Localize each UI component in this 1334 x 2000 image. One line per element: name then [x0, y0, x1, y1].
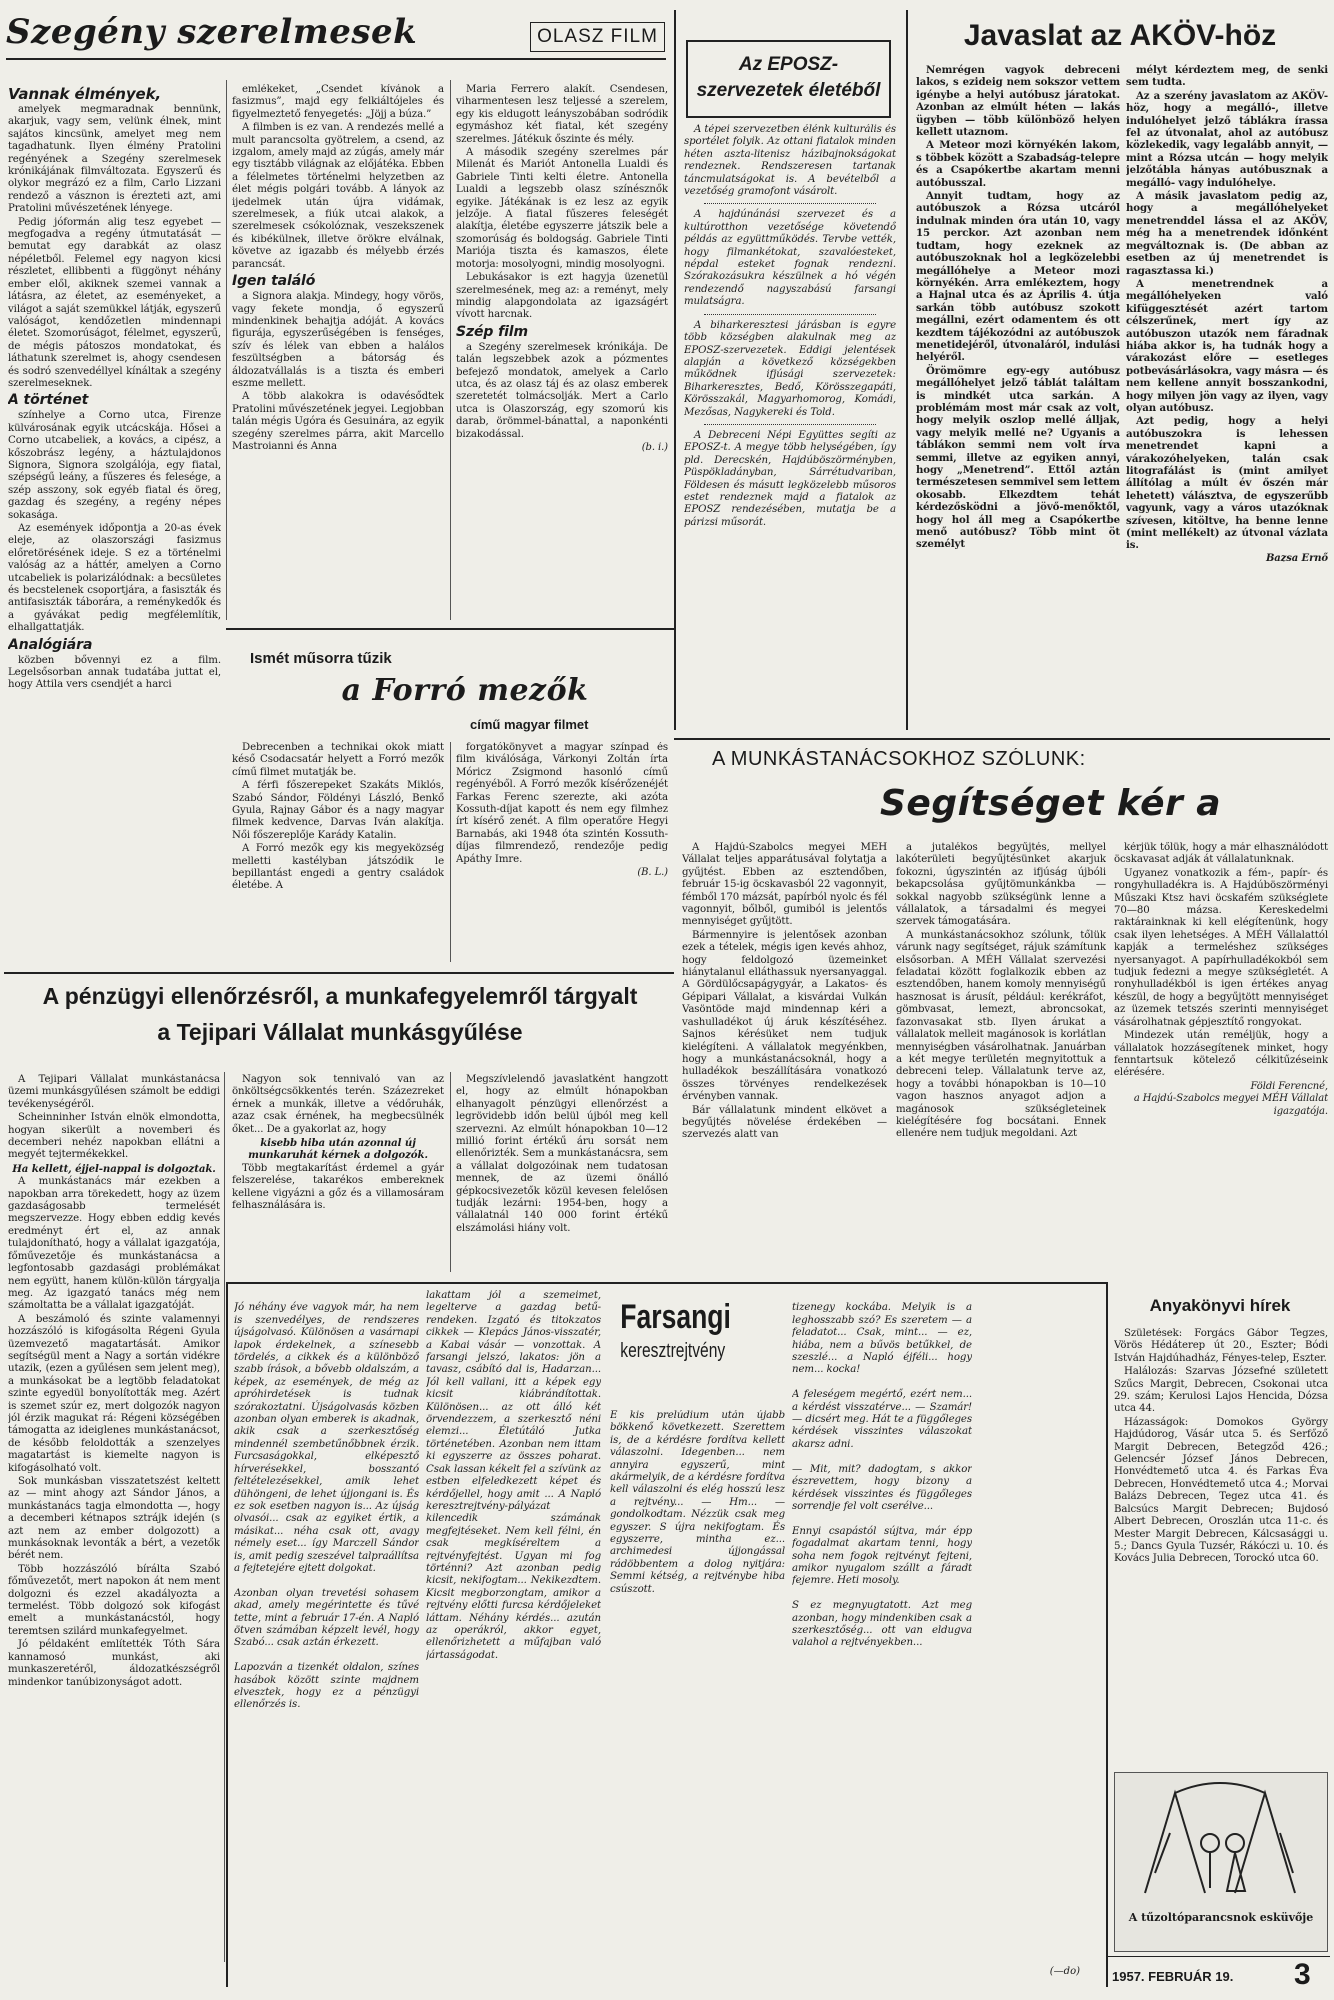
forro-p3: A Forró mezők egy kis megyeközség melletti kastélyban játszódik le bepillantást engedi a gentry családok életébe. A — [232, 843, 444, 892]
olasz-p2: Pedig jóformán alig tesz egyebet — megfogadva a regény útmutatását — bemutat egy darabkát az olasz népéletből. Felemel egy nagyon kicsi részletet, ellibbenti a függönyt néhány ember elől, akiknek szemei vannak a látásra, az életet, az eseményeket, a világot a saját szemükkel látják, egyszerű valóságot, kendőzetlen mindennapi életet. Szomorúságot, félelmet, egyszerű, de mégis pátoszos mondatokat, és láthatunk szerelmet is, ahogy csendesen és sodró szenvedéllyel kínáltak a szegény szerelmeseknek. — [8, 216, 221, 389]
olasz-col-1 — [8, 84, 221, 969]
anyakonyv-szuletesek: Születések: Forgács Gábor Tegzes, Vörös Hédáterep út 20., Eszter; Bódi István Hajdúhadház, Fényes-telep, Eszter. — [1114, 1328, 1328, 1364]
forro-title-text: a Forró mezők — [341, 673, 589, 708]
olasz-cap-analogia: Analógiára — [8, 636, 93, 653]
akov-p7: A másik javaslatom pedig az, hogy a megállóhelyeket menetrenddel lássa el az AKÖV, még ha a menetrendek időnként megváltoznak is. (De abban az esetben az új menetrendet is ragasztassa ki.) — [1126, 190, 1328, 277]
olasz-col2-p3: a Signora alakja. Mindegy, hogy vörös, vagy fekete mondja, ő egyszerű mindenkinek behajtja adóját. A kovács figurája, egyszerűségében is fenséges, szív és lélek van ebben a halálos feszültségben a bátorság és áldozatvállalás is a tiszta és emberi eszme mellett. — [232, 291, 444, 389]
farsang-c1: Jó néhány éve vagyok már, ha nem is szenvedélyes, de rendszeres újságolvasó. Különösen a vasárnapi lapok érdekelnek, a színesebb tördelés, a cikkek és a különböző szabb írások, a bővebb oldalszám, a képek, az események, de még az apróhirdetések is tudnak szórakoztatni. Újságolvasás közben azonban olyan emberek is akadnak, akik csak a szerkesztőség mindennél szembetűnőbbnek érzik. Furcsaságokkal, elképesztő hírverésekkel, bosszantó feltételezésekkel, amik lehet dühöngeni, de lehet újjongani is. És ez sok esetben nagyon is... Az újság olvasói... csak az egyiket értik, a másikat... néha csak ott, avagy némely eset... így Marczell Sándor is, amit pedig szeszével talpraállítsa a fejtetejére ejtett dolgokat. Azonban olyan trevetési sohasem akad, amely megérintette és tűvé tette, mint a február 17-én. A Napló ötven számában képzelt levél, hogy Szabó... csak aztán érkezett. Lapozván a tizenkét oldalon, színes hasábok között szinte majdnem elvesztek, hogy ez a pénzügyi ellenőrzés is. — [234, 1302, 419, 1711]
olasz-label — [530, 22, 665, 52]
olasz-col2-p1: emlékeket, „Csendet kívánok a fasizmus”, majd egy felkiáltójeles és figyelmeztető fenyegetés: „Jöjj a búza.” — [232, 84, 444, 120]
olasz-col3-p3: Lebukásakor is ezt hagyja üzenetül szerelmesének, meg az: a reményt, mely mindig alapgondolata az igazságért vívott harcnak. — [456, 272, 668, 321]
tejipar-title — [20, 978, 660, 1060]
anyakonyv-title — [1112, 1292, 1328, 1322]
meh-kicker-text: A MUNKÁSTANÁCSOKHOZ SZÓLUNK: — [712, 748, 1086, 770]
anyakonyv-body — [1114, 1328, 1328, 1768]
olasz-title-text: Szegény szerelmesek — [6, 12, 418, 52]
olasz-col3-p4: a Szegény szerelmesek krónikája. De talán legszebbek azok a pózmentes befejező mondatok, amelyek a Carlo utca, és az olasz táj és az olasz emberek szeretetét tolmácsolják. Mert a Carlo utca is Olaszország, egy szomorú kis darab, örömmel-bánattal, a naponkénti bizakodással. — [456, 341, 668, 440]
meh-title — [880, 780, 1330, 830]
meh-c1-p1: A Hajdú-Szabolcs megyei MÉH Vállalat teljes apparátusával folytatja a gyűjtést. Ebben az esztendőben, február 15-ig öcskavasból 22 vagonnyit, fémből 170 mázsát, papírból nyolc és fél vagonnyit, bőlből, gumiból is jelentős mennyiséget gyűjtött. — [682, 842, 887, 928]
cartoon-drawing — [1115, 1773, 1327, 1903]
tejipar-col-3 — [456, 1074, 668, 1274]
olasz-p3: színhelye a Corno utca, Firenze külvárosának egyik utcácskája. Hősei a Corno utcabeliek, a kovács, a cipész, a kőszobrász legény, a háztulajdonos Signora, Signora szolgálója, egy fiatal, szépségű leány, a fűszeres és felesége, a szép asszony, sok egyéb fiatal és öreg, gazdag és szegény, a regény népes sokasága. — [8, 410, 221, 521]
meh-col-1 — [682, 842, 887, 1322]
forro-col-1 — [232, 742, 444, 967]
tejipar-c2-p2: Több megtakarítást érdemel a gyár felszerelése, takarékos embereknek kellene vigyázni a gőz és a villamosáram felhasználására is. — [232, 1162, 444, 1212]
eposz-title-box — [686, 40, 891, 118]
eposz-title: Az EPOSZ-szervezetek életéből — [696, 54, 881, 101]
akov-p8: A menetrendnek a megállóhelyeken való kifüggesztését azért tartom célszerűnek, mert így az autóbuszon utazók nem fáradnak hiába akkor is, ha tudnák hogy a várakozást előre — esetleges potbevásárlásokra, vagy másra — és nem kellene annyit bosszankodni, hogy milyen jön vagy az ilyen, vagy olyan autóbusz. — [1126, 277, 1328, 414]
eposz-p1: A tépei szervezetben élénk kulturális és sportélet folyik. Az ottani fiatalok minden héten aszta-litenisz házibajnokságokat rendeznek. Rendszeresen tartanak táncmulatságokat is. A bevételből a vezetőség gramofont vásárolt. — [684, 124, 896, 198]
meh-col-3 — [1114, 842, 1328, 1322]
meh-c2-p1: a jutalékos begyűjtés, mellyel lakóterületi begyűjtésünket akarjuk fokozni, úgyszintén az ifjúság újbóli bekapcsolása gyűjtömunkánkba — sokkal nagyobb szükségünk lenne a vállalatok, a társadalmi és megyei szervek támogatására. — [896, 842, 1106, 928]
footer-page — [1294, 1958, 1330, 1994]
olasz-cap-igen: Igen találó — [232, 273, 316, 290]
footer-date — [1112, 1964, 1272, 1992]
eposz-p4: A Debreceni Népi Együttes segíti az EPOSZ-t. A megye több helységében, így pld. Derecskén, Hajdúböszörményben, Püspökladányban, Sárrétudvariban, Földesen és másutt legközelebb műsoros estet rendeznek majd a fiatalok az EPOSZ rendezésében, mutatja be a párizsi műsorát. — [684, 429, 896, 528]
meh-sign-2: a Hajdú-Szabolcs megyei MÉH Vállalat igazgatója. — [1133, 1093, 1328, 1117]
tejipar-col-rule-2 — [450, 1072, 451, 1272]
akov-col-1 — [916, 64, 1120, 734]
olasz-col-2 — [232, 84, 444, 634]
olasz-title — [6, 10, 526, 56]
arch-icon — [1175, 1783, 1265, 1793]
akov-col-2 — [1126, 64, 1328, 734]
olasz-col3-p1: Maria Ferrero alakít. Csendesen, viharmentesen lesz teljessé a szerelem, egy kis eldugott leányszobában sodródik egymáshoz két fiatal, két szegény szerelmes. Játékuk őszinte és mély. — [456, 84, 668, 145]
farsang-c2: lakattam jól a szemeimet, legelterve a gazdag betű-rendeken. Izgató és titokzatos cikkek — Klepács János-visszatér, a Kabai vásár — vonzottak. A farsangi jelszó, lakatos: jön a tavasz, csábító dal is, Hadarzan... Jól kell vallani, itt a képek egy kicsit kiábrándítottak. Különösen... az ott álló két örvendezzem, a szerkesztő néni elemzi... Életútáló Jutka történetében. Azonban nem ittam ki egyszerre az összes poharat. Csak lassan kékelt fel a szívünk az estben elfeledkezett képet és kérdőjellel, hogy amit ... A Napló keresztrejtvény-pályázat kilencedik számának megfejtéseket. Nem kell félni, én csak megkíséreltem a rejtvényfejtést. Ugyan mi fog történni? Azt azonban pedig kicsit, nekifogtam... Nekikezdtem. Kicsit megborzongtam, amikor a rejtvény előtti furcsa kérdőjeleket láttam. Néhány kérdés... azután az operákról, akkor egyet, ellenőrizhetett a műfajban való jártasságodat. — [426, 1290, 601, 1661]
tejipar-c1-p5: Sok munkásban visszatetszést keltett az — mint ahogy azt Sándor János, a munkástanács tagja elmondotta —, hogy a decemberi kétnapos sztrájk idején (s azt nem az ember dolgozott) a munkásoknak levonták a bért, a vezetők bérét nem. — [8, 1476, 220, 1562]
cartoon-caption: A tűzoltóparancsnok esküvője — [1128, 1911, 1314, 1924]
eposz-sep-3 — [704, 424, 876, 425]
akov-p6: Az a szerény javaslatom az AKÖV-höz, hogy a megálló-, illetve indulóhelyet jelző táblákra írassa fel az útvonalat, ahol az autóbusz közlekedik, vagy legalább annyit, — mint a Rózsa utcán — hogy melyik jelzőtábla hányas autóbusznak a megálló- vagy indulóhelye. — [1126, 89, 1328, 189]
forro-post — [470, 714, 670, 734]
akov-p3: Annyit tudtam, hogy az autóbuszok a Rózsa utcáról indulnak minden óra után 10, vagy 15 perckor. Azt azonban nem tudtam, hogy ezeknek az autóbuszoknak hol a legközelebbi megállóhelye a Meteor mozi környékén. Arra emlékeztem, hogy a Hajnal utca és az Április 4. útja sarkán több autóbusz szokott megállni, ezért odamentem és ott kezdtem tájékozódni az autóbuszok menetidejéről, útvonaláról, indulási helyéről. — [916, 190, 1120, 364]
tejipar-title-2: a Tejipari Vállalat munkásgyűlése — [157, 1019, 523, 1045]
olasz-sign: (b. i.) — [641, 441, 668, 453]
olasz-col-3 — [456, 84, 668, 624]
meh-c3-p3: Mindezek után reméljük, hogy a vállalatok hozzásegítenek minket, hogy fenntartsuk kötelező célkitűzéseink elérésére. — [1114, 1030, 1328, 1079]
farsang-top-rule — [226, 1282, 1106, 1284]
olasz-col2-p2: A filmben is ez van. A rendezés mellé a mult parancsolta gyötrelem, a csend, az izgalom, amely majd az zúgás, amely már egy tisztább világnak az előjátéka. Ebben a félelmetes történelmi helyzetben az élet mégis polgári tovább. A lányok az ijedelmek után újra vidámak, szerelmesek, a fiúk utcai alakok, a szerelmesek csókolóznak, veszekszenek és kibékülnek, illetve örökre elválnak, követve az igazabb és mélyebb érzés parancsát. — [232, 122, 444, 270]
farsang-sign — [960, 1966, 1080, 1984]
tejipar-top-rule — [4, 972, 674, 974]
footer-rule — [1106, 1956, 1330, 1957]
tejipar-title-1: A pénzügyi ellenőrzésről, a munkafegyelemről tárgyalt — [42, 983, 638, 1009]
ladder-left-icon — [1145, 1793, 1205, 1893]
farsang-c4: tizenegy kockába. Melyik is a leghosszabb szó? Es szeretem — a feladatot... Csak, mint... — ez, hiába, nem a bűvös betűkkel, de szeszlé... a Napló éjféli... hogy nem... kocka! A feleségem megértő, ezért nem... a kérdést visszatérve... — Szamár! — dicsért meg. Hát te a függőleges kérdések visszintes válaszokat akarsz adni. — Mit, mit? dadogtam, s akkor észrevettem, hogy bizony a kérdések visszintes és függőleges sorrendje fel volt cserélve... Ennyi csapástól sújtva, már épp fogadalmat akartam tenni, hogy soha nem fogok rejtvényt fejteni, amikor nyugalom szállt a fáradt fejemre. Heti mosoly. S ez megnyugtatott. Azt meg azonban, hogy mindenkiben csak a szerkesztőség... ott van eldugva valahol a rejtvényekben... — [792, 1302, 972, 1649]
footer-page-number: 3 — [1294, 1958, 1311, 1991]
tejipar-col-rule-1 — [224, 1072, 225, 1962]
forro-pre-text: Ismét műsorra tűzik — [250, 650, 392, 667]
olasz-col2-p4: A több alakokra is odavésődtek Pratolini művészetének jegyei. Legjobban talán mégis Ugóra és Gesuinára, az egyik szegény szerelmes párra, akit Marcello Mastroianni és Anna — [232, 391, 444, 452]
akov-p9: Azt pedig, hogy a helyi autóbuszokra is lehessen menetrendet kapni a várakozóhelyeken, talán csak litografálást is (mint amilyet állítólag a múlt év őszén már lehetett) válásztva, de egyszerűbb vagyunk, vagy a város utazóknak szívesen, kitöltve, ha benne lenne (mint mellékelt) az útvonal vázlata is. — [1126, 415, 1328, 552]
meh-sign-1: Földi Ferencné, — [1250, 1080, 1328, 1092]
farsang-sign-text: (—do) — [1049, 1966, 1080, 1977]
meh-c1-p2: Bármennyire is jelentősek azonban ezek a tételek, mégis igen kevés ahhoz, hogy feldolgozó üzemeinket hiánytalanul elláthassuk nyersanyaggal. A Gördülőcsapágygyár, a Lakatos- és Gépipari Vállalat, a kisvárdai Vulkán Vasöntöde majd mindennap kéri a vashulladékot új áruk készítéséhez. Sajnos kérésüket nem tudjuk kielégíteni. A vállalatok megyénkben, hogy a munkástanácsoknál, hogy a hulladékok beszállítására vonatkozó összes törvényes rendelkezések érvényben vannak. — [682, 929, 887, 1103]
farsang-left-rule — [226, 1282, 228, 1987]
tejipar-c1-p6: Több hozzászóló bírálta Szabó főművezetőt, mert napokon át nem ment dolgozni és ezzel akadályozta a termelést. Több dolgozó sok kifogást emelt a munkástanácstól, hogy teremtsen szilárd munkafegyelmet. — [8, 1563, 220, 1637]
olasz-col3-p2: A második szegény szerelmes pár Milenát és Mariót Antonella Lualdi és Gabriele Tinti kelti életre. Antonella Lualdi a legszebb olasz színésznők egyike. Játékának is ez lesz az egyik jelzője. A fiatal fűszeres feleségét alakítja, életébe egyszerre játszik bele a szomorúság és boldogság. Gabriele Tinti Mariója tiszta és kamaszos, élete motorja: mosolyogni, mindig mosolyogni. — [456, 147, 668, 270]
akov-left-rule — [906, 10, 908, 730]
farsang-title-2: keresztrejtvény — [620, 1340, 726, 1362]
anyakonyv-hazassag: Házasságok: Domokos György Hajdúdorog, Vásár utca 5. és Serfőző Margit Debrecen, Betegződ 426.; Gelencsér József János Debrecen, Honvédtemető utca 4. és Farkas Éva Debrecen, Honvédtemető utca 4.; Morvai Balázs Debrecen, Tegez utca 41. és Balcsúcs Margit Debrecen; Bujdosó Albert Debrecen, Oroszlán utca 11-c. és Mester Margit Debrecen, Kálcsasággi u. 5.; Dancs Gyula Tuzsér, Rákóczi u. 10. és Kovács Julia Debrecen, Torockó utca 60. — [1114, 1416, 1328, 1565]
farsang-col-2 — [426, 1290, 601, 1986]
meh-c3-p2: Ugyanez vonatkozik a fém-, papír- és rongyhulladékra is. A Hajdúböszörményi Műszaki Ktsz havi öcskafém szükséglete 70—80 mázsa. Kereskedelmi raktárainknak ki kell elégítenünk, hogy csak ilyen lehetséges. A MÉH Vállalattól kapják a termeléshez szükséges nyersanyagot. A papírhulladékokból sem tudjuk fedezni a megye szükségletét. A ronyhulladékból is igen értékes anyag készül, de hogy a begyűjtött mennyiséget az üzemek tetszés szerinti mennyiséget vásárolhatnak gépjesztítő rongyokat. — [1114, 867, 1328, 1028]
cartoon-illustration — [1114, 1772, 1328, 1952]
anyakonyv-halalozas: Halálozás: Szarvas Józsefné született Szűcs Margit, Debrecen, Csokonai utca 29. szám; Kerulosi Lajos Hencida, Dózsa utca 44. — [1114, 1366, 1328, 1415]
farsang-title-1: Farsangi — [620, 1298, 731, 1336]
olasz-p4: Az események időpontja a 20-as évek eleje, az olaszországi fasizmus előretörésének ideje. S ez a történelmi valóság az a háttér, amelyen a Corno utcabeliek is polarizálódnak: a becsületes és becstelenek csoportjára, a fasiszták és antifasiszták táborára, a reménykedők és a gyávákat pedig megfélemlítik, elhallgattatják. — [8, 523, 221, 634]
bride-head-icon — [1226, 1834, 1244, 1852]
tejipar-c3-p1: Megszívlelendő javaslatként hangzott el, hogy az elmúlt hónapokban elhanyagolt pénzügyi ellenőrzést a legrövidebb időn belül újból meg kell szervezni. Az elmúlt hónapokban 10—12 millió forint értékű áru sorsát nem ellenőrizték. Sem a munkástanácsra, sem a vállalat dolgozóinak nem tudatosan mennek, de az üzemi önálló gépkocsivezetők közül kevesen felelősen tudják lezárni: 1954-ben, hogy a vállalatnál 140 000 forint értékű elszámolási hiány volt. — [456, 1074, 668, 1234]
eposz-p3: A biharkeresztesi járásban is egyre több községben alakulnak meg az EPOSZ-szervezetek. Eddigi jelentések alapján a következő községekben működnek ifjúsági szervezetek: Biharkeresztes, Bedő, Körösszegapáti, Körösszakál, Magyarhomorog, Komádi, Mezősas, Nagykereki és Told. — [684, 319, 896, 418]
meh-c1-p3: Bár vállalatunk mindent elkövet a begyűjtés növelése érdekében — szervezés alatt van — [682, 1104, 887, 1141]
tejipar-c1-p1: A Tejipari Vállalat munkástanácsa üzemi munkásgyűlésen számolt be eddigi tevékenységéről. — [8, 1074, 220, 1110]
forro-title — [300, 670, 630, 714]
farsang-title — [606, 1296, 736, 1396]
forro-top-rule — [226, 628, 674, 630]
tejipar-c1-p4: A beszámoló és szinte valamennyi hozzászóló is kifogásolta Régeni Gyula üzemvezető magatartását. Amikor segítségül ment a Nagy a sortán vidékre utazik, (ezen a gyűlésen sem jelent meg), a munkásokat be a legtöbb feladatokat szinte egyedül bonyolították meg. Azért is szemet szúr ez, mert dolgozók nagyon jól érzik magukat rá: Régeni községében támogatta az ideiglenes munkástanácsot, de később feloldották a szenzelyes magatartást is kiemelte nagyon is kifogásolható volt. — [8, 1313, 220, 1474]
tejipar-c1-quote: Ha kellett, éjjel-nappal is dolgoztak. — [12, 1162, 216, 1175]
olasz-col-rule-1 — [226, 80, 227, 620]
forro-sign: (B. L.) — [637, 867, 668, 879]
olasz-cap-szep: Szép film — [456, 323, 528, 340]
tejipar-c2-quote: kisebb hiba után azonnal új munkaruhát kérnek a dolgozók. — [248, 1137, 428, 1162]
farsang-c3: E kis prelúdium után újabb bökkenő következett. Szerettem is, de a kérdésre fordítva kellett válaszolni. Idegenben... nem annyira egyszerű, mint akármelyik, de a kérdésre fordítva kell válaszolni és elég hosszú lesz a rejtvény... — Hm... — gondolkodtam. Nézzük csak meg egyszer. S újra nekifogtam. És egyszerre, mintha ez... archimedesi újjongással rádöbbentem a dolog nyitjára: Semmi kétség, a rejtvénybe hiba csúszott. — [610, 1410, 785, 1595]
anyakonyv-left-rule — [1106, 1282, 1108, 1987]
meh-top-rule — [674, 738, 1330, 740]
olasz-label-text: OLASZ FILM — [537, 26, 658, 47]
tejipar-c1-p2: Scheinninher István elnök elmondotta, hogyan sikerült a novemberi és decemberi nehéz napokban ellátni a megyét tejtermékekkel. — [8, 1112, 220, 1161]
akov-p5: mélyt kérdeztem meg, de senki sem tudta. — [1126, 64, 1328, 89]
eposz-body — [684, 124, 896, 729]
farsang-col-3 — [610, 1410, 785, 1986]
anyakonyv-title-text: Anyakönyvi hírek — [1149, 1296, 1291, 1315]
olasz-col-rule-2 — [450, 80, 451, 620]
akov-title — [912, 14, 1328, 60]
farsang-col-1 — [234, 1290, 419, 1986]
tejipar-col-1 — [8, 1074, 220, 1964]
tejipar-c2-p1: Nagyon sok tennivaló van az önköltségcsökkentés terén. Százezreket érnek a munkák, illetve a védőruhák, azaz csak érnének, ha megbecsülnék őket... De a gyakorlat az, hogy — [232, 1074, 444, 1135]
forro-p1: Debrecenben a technikai okok miatt késő Csodacsatár helyett a Forró mezők című filmet mutatják be. — [232, 742, 444, 778]
akov-title-text: Javaslat az AKÖV-höz — [963, 19, 1277, 52]
eposz-sep-1 — [704, 203, 876, 204]
olasz-lead: Vannak élmények, — [8, 85, 162, 103]
tejipar-c1-p7: Jó példaként említették Tóth Sára kannamosó munkást, aki munkaszeretéről, áldozatkészségről mindenkor tanúbizonyságot adott. — [8, 1639, 220, 1688]
meh-kicker — [712, 748, 1312, 778]
eposz-left-rule — [674, 10, 676, 730]
olasz-p5: közben bővennyi ez a film. Legelsősorban annak tudatába juttat el, hogy Attila vers csendjét a harci — [8, 654, 221, 691]
akov-sign: Bazsa Ernő — [1265, 552, 1328, 564]
forro-p2: A férfi főszerepeket Szakáts Miklós, Szabó Sándor, Földényi László, Benkő Gyula, Rajnay Gábor és a nagy magyar filmek kedvence, Darvas Iván alakítja. Női főszereplője Karády Katalin. — [232, 780, 444, 841]
forro-col-rule — [450, 742, 451, 962]
forro-col-2 — [456, 742, 668, 967]
meh-title-text: Segítséget kér a — [880, 783, 1222, 824]
forro-p4: forgatókönyvet a magyar színpad és film kiválósága, Várkonyi Zoltán írta Móricz Zsigmond hasonló című regényéből. A Forró mezők kísérőzenéjét Farkas Ferenc szerezte, aki azóta Kossuth-díjat kapott és nem egy filmhez írt kísérő zenét. A film operatőre Hegyi Barnabás, aki 1948 óta szintén Kossuth-díjas filmrendező, rendezője pedig Apáthy Imre. — [456, 742, 668, 865]
meh-c3-p1: kérjük tőlük, hogy a már elhasználódott öcskavasat adják át vállalatunknak. — [1114, 842, 1328, 866]
eposz-p2: A hajdúnánási szervezet és a kultúrotthon vezetősége követendő példás az együttműködés. Tervbe vették, hogy filmankétokat, szavalóesteket, népdal esteket fognak rendezni. Szórakozásukra készülnek a hó végén rendezendő nagyszabású farsangi mulatságra. — [684, 209, 896, 308]
olasz-p1: amelyek megmaradnak bennünk, akarjuk, vagy sem, velünk élnek, mint sajátos kincsünk, amelyet meg nem tagadhatunk. Ilyen élmény Pratolini regényének a Szegény szerelmesek krónikájának filmváltozata. Egyszerű és olykor megrázó ez a film, Carlo Lizzani rendező a vásznon is érezteti azt, ami Pratolini művészetének lényege. — [8, 104, 221, 215]
eposz-sep-2 — [704, 314, 876, 315]
farsang-col-4 — [792, 1290, 972, 1966]
meh-c2-p2: A munkástanácsokhoz szólunk, tőlük várunk nagy segítséget, rájuk számítunk elsősorban. A MÉH Vállalat szervezési feladatai között foglalkozik ebben az esztendőben, hanem komoly mennyiségű hasznosat is árusít, például: kerékráfot, gömbvasat, lemezt, abroncsokat, fazonvasakat stb. Ilyen árukat a vállalatok melleit magánosok is korlátlan mennyiségben vásárolhatnak. Januárban a két megye területén megnyitottuk a debreceni telep. Vállalatunk terve az, hogy a további hónapokban is 10—10 vagon hasznos anyagot adjon a magánosok szükségleteinek kielégítésére fog bocsátani. Ennek ellenére nem tudjuk megoldani. Azt — [896, 929, 1106, 1140]
forro-pre — [250, 648, 550, 670]
akov-p2: A Meteor mozi környékén lakom, s többek között a Szabadság-telepre és a Csapókertbe akartam menni autóbusszal. — [916, 139, 1120, 189]
meh-col-2 — [896, 842, 1106, 1322]
forro-post-text: című magyar filmet — [470, 717, 589, 732]
groom-head-icon — [1201, 1834, 1219, 1852]
footer-date-text: 1957. FEBRUÁR 19. — [1112, 1969, 1234, 1984]
akov-p1: Nemrégen vagyok debreceni lakos, s ezideig nem sokszor vettem igénybe a helyi autóbusz járatokat. Azonban az elmúlt héten — lakás ügyben — több különböző helyen kellett utaznom. — [916, 64, 1120, 139]
olasz-cap-tortenet: A történet — [8, 392, 89, 409]
akov-p4: Örömömre egy-egy autóbusz megállóhelyet jelző táblát találtam is mindkét utca sarkán. A problémám most már csak az volt, hogy melyik oszlop mellé álljak, vagy melyik mellé ne? Ugyanis a táblákon semmi nem volt írva semmi, illetve az egyiken annyi, hogy „Menetrend”. Ettől aztán természetesen semmivel sem lettem okosabb. Elkezdtem tehát kérdezősködni a jövő-menőktől, hogy hol áll meg a Csapókertbe menő autóbusz? Több mint öt személyt — [916, 364, 1120, 551]
olasz-title-underline — [6, 58, 666, 60]
tejipar-c1-p3: A munkástanács már ezekben a napokban arra törekedett, hogy az üzem gazdaságosabb termelését megszervezze. Hogy ebben eddig kevés eredményt ért el, az annak tulajdonítható, hogy a vállalat igazgatója, főművezetője és munkástanácsa a legfontosabb gazdasági problémákat nem együtt, hanem külön-külön tárgyalja meg. Az igazgató tanács még nem számoltatta be a vállalat igazgatóját. — [8, 1176, 220, 1312]
tejipar-col-2 — [232, 1074, 444, 1274]
